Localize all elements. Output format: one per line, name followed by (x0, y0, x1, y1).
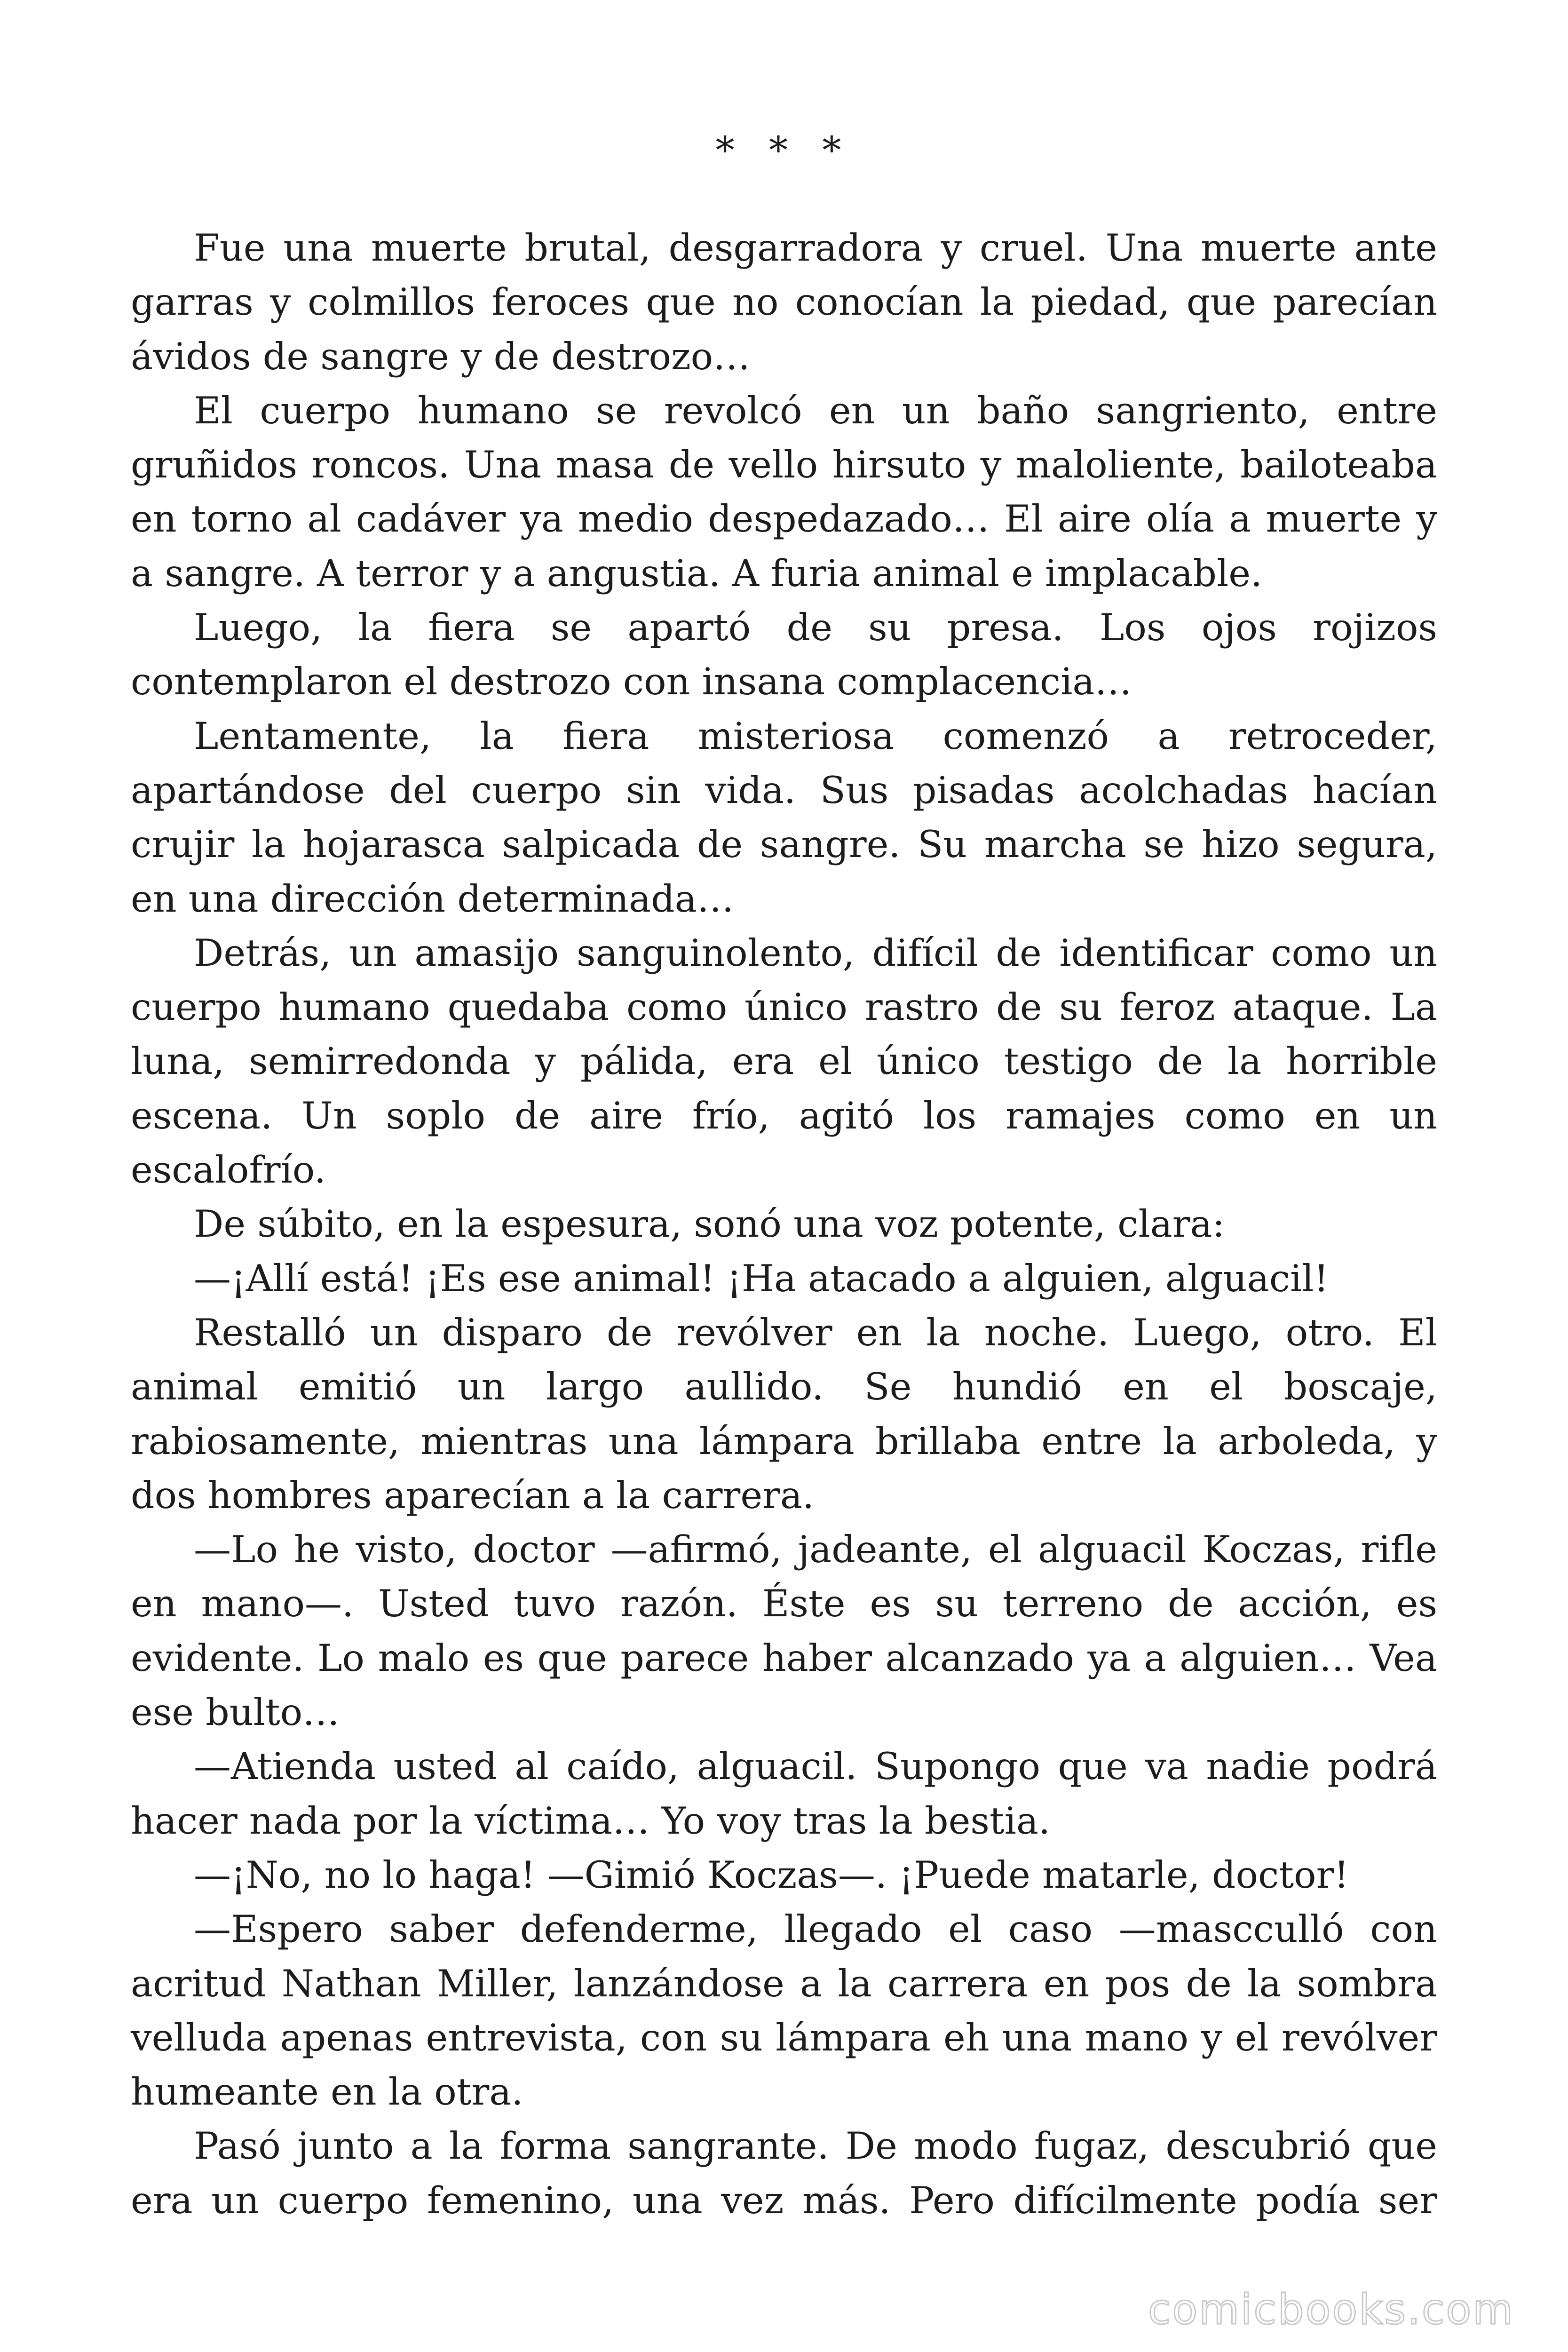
paragraph: Detrás, un amasijo sanguinolento, difícil de identificar como un cuerpo humano quedaba como único rastro de su feroz ataque. La luna, semirredonda y pálida, era el único testigo de la horrible escena. Un soplo de aire frío, agitó los ramajes como en un escalofrío. (131, 931, 1437, 1192)
paragraph: Lentamente, la fiera misteriosa comenzó a retroceder, apartándose del cuerpo sin vida. Sus pisadas acolchadas hacían crujir la hojarasca salpicada de sangre. Su marcha se hizo segura, en una dirección determinada… (131, 714, 1437, 921)
paragraph: —Espero saber defenderme, llegado el caso —mascculló con acritud Nathan Miller, lanzándose a la carrera en pos de la sombra velluda apenas entrevista, con su lámpara eh una mano y el revólver humeante en la otra. (131, 1907, 1437, 2114)
paragraph: —Lo he visto, doctor —afirmó, jadeante, el alguacil Koczas, rifle en mano—. Usted tuvo razón. Éste es su terreno de acción, es evidente. Lo malo es que parece haber alcanzado ya a alguien… Vea ese bulto… (131, 1528, 1437, 1734)
section-separator: * * * (715, 128, 853, 172)
paragraph: —¡Allí está! ¡Es ese animal! ¡Ha atacado a alguien, alguacil! (194, 1256, 1329, 1300)
paragraph: El cuerpo humano se revolcó en un baño sangriento, entre gruñidos roncos. Una masa de vello hirsuto y maloliente, bailoteaba en torno al cadáver ya medio despedazado… El aire olía a muerte y a sangre. A terror y a angustia. A furia animal e implacable. (131, 389, 1437, 595)
paragraph: Pasó junto a la forma sangrante. De modo fugaz, descubrió que era un cuerpo femenino, una vez más. Pero difícilmente podía ser (131, 2124, 1437, 2222)
paragraph: —¡No, no lo haga! —Gimió Koczas—. ¡Puede matarle, doctor! (194, 1853, 1349, 1897)
paragraph: —Atienda usted al caído, alguacil. Supongo que va nadie podrá hacer nada por la víctima… Yo voy tras la bestia. (131, 1745, 1437, 1843)
paragraph: Luego, la fiera se apartó de su presa. Los ojos rojizos contemplaron el destrozo con insana complacencia… (131, 606, 1437, 704)
paragraph: Restalló un disparo de revólver en la noche. Luego, otro. El animal emitió un largo aullido. Se hundió en el boscaje, rabiosamente, mientras una lámpara brillaba entre la arboleda, y dos hombres aparecían a la carrera. (131, 1311, 1437, 1517)
body-text (131, 221, 1437, 2228)
watermark: comicbooks.com (1148, 2285, 1514, 2334)
book-page (131, 0, 1437, 2352)
paragraph: Fue una muerte brutal, desgarradora y cruel. Una muerte ante garras y colmillos feroces que no conocían la piedad, que parecían ávidos de sangre y de destrozo… (131, 226, 1437, 378)
paragraph: De súbito, en la espesura, sonó una voz potente, clara: (194, 1202, 1225, 1246)
